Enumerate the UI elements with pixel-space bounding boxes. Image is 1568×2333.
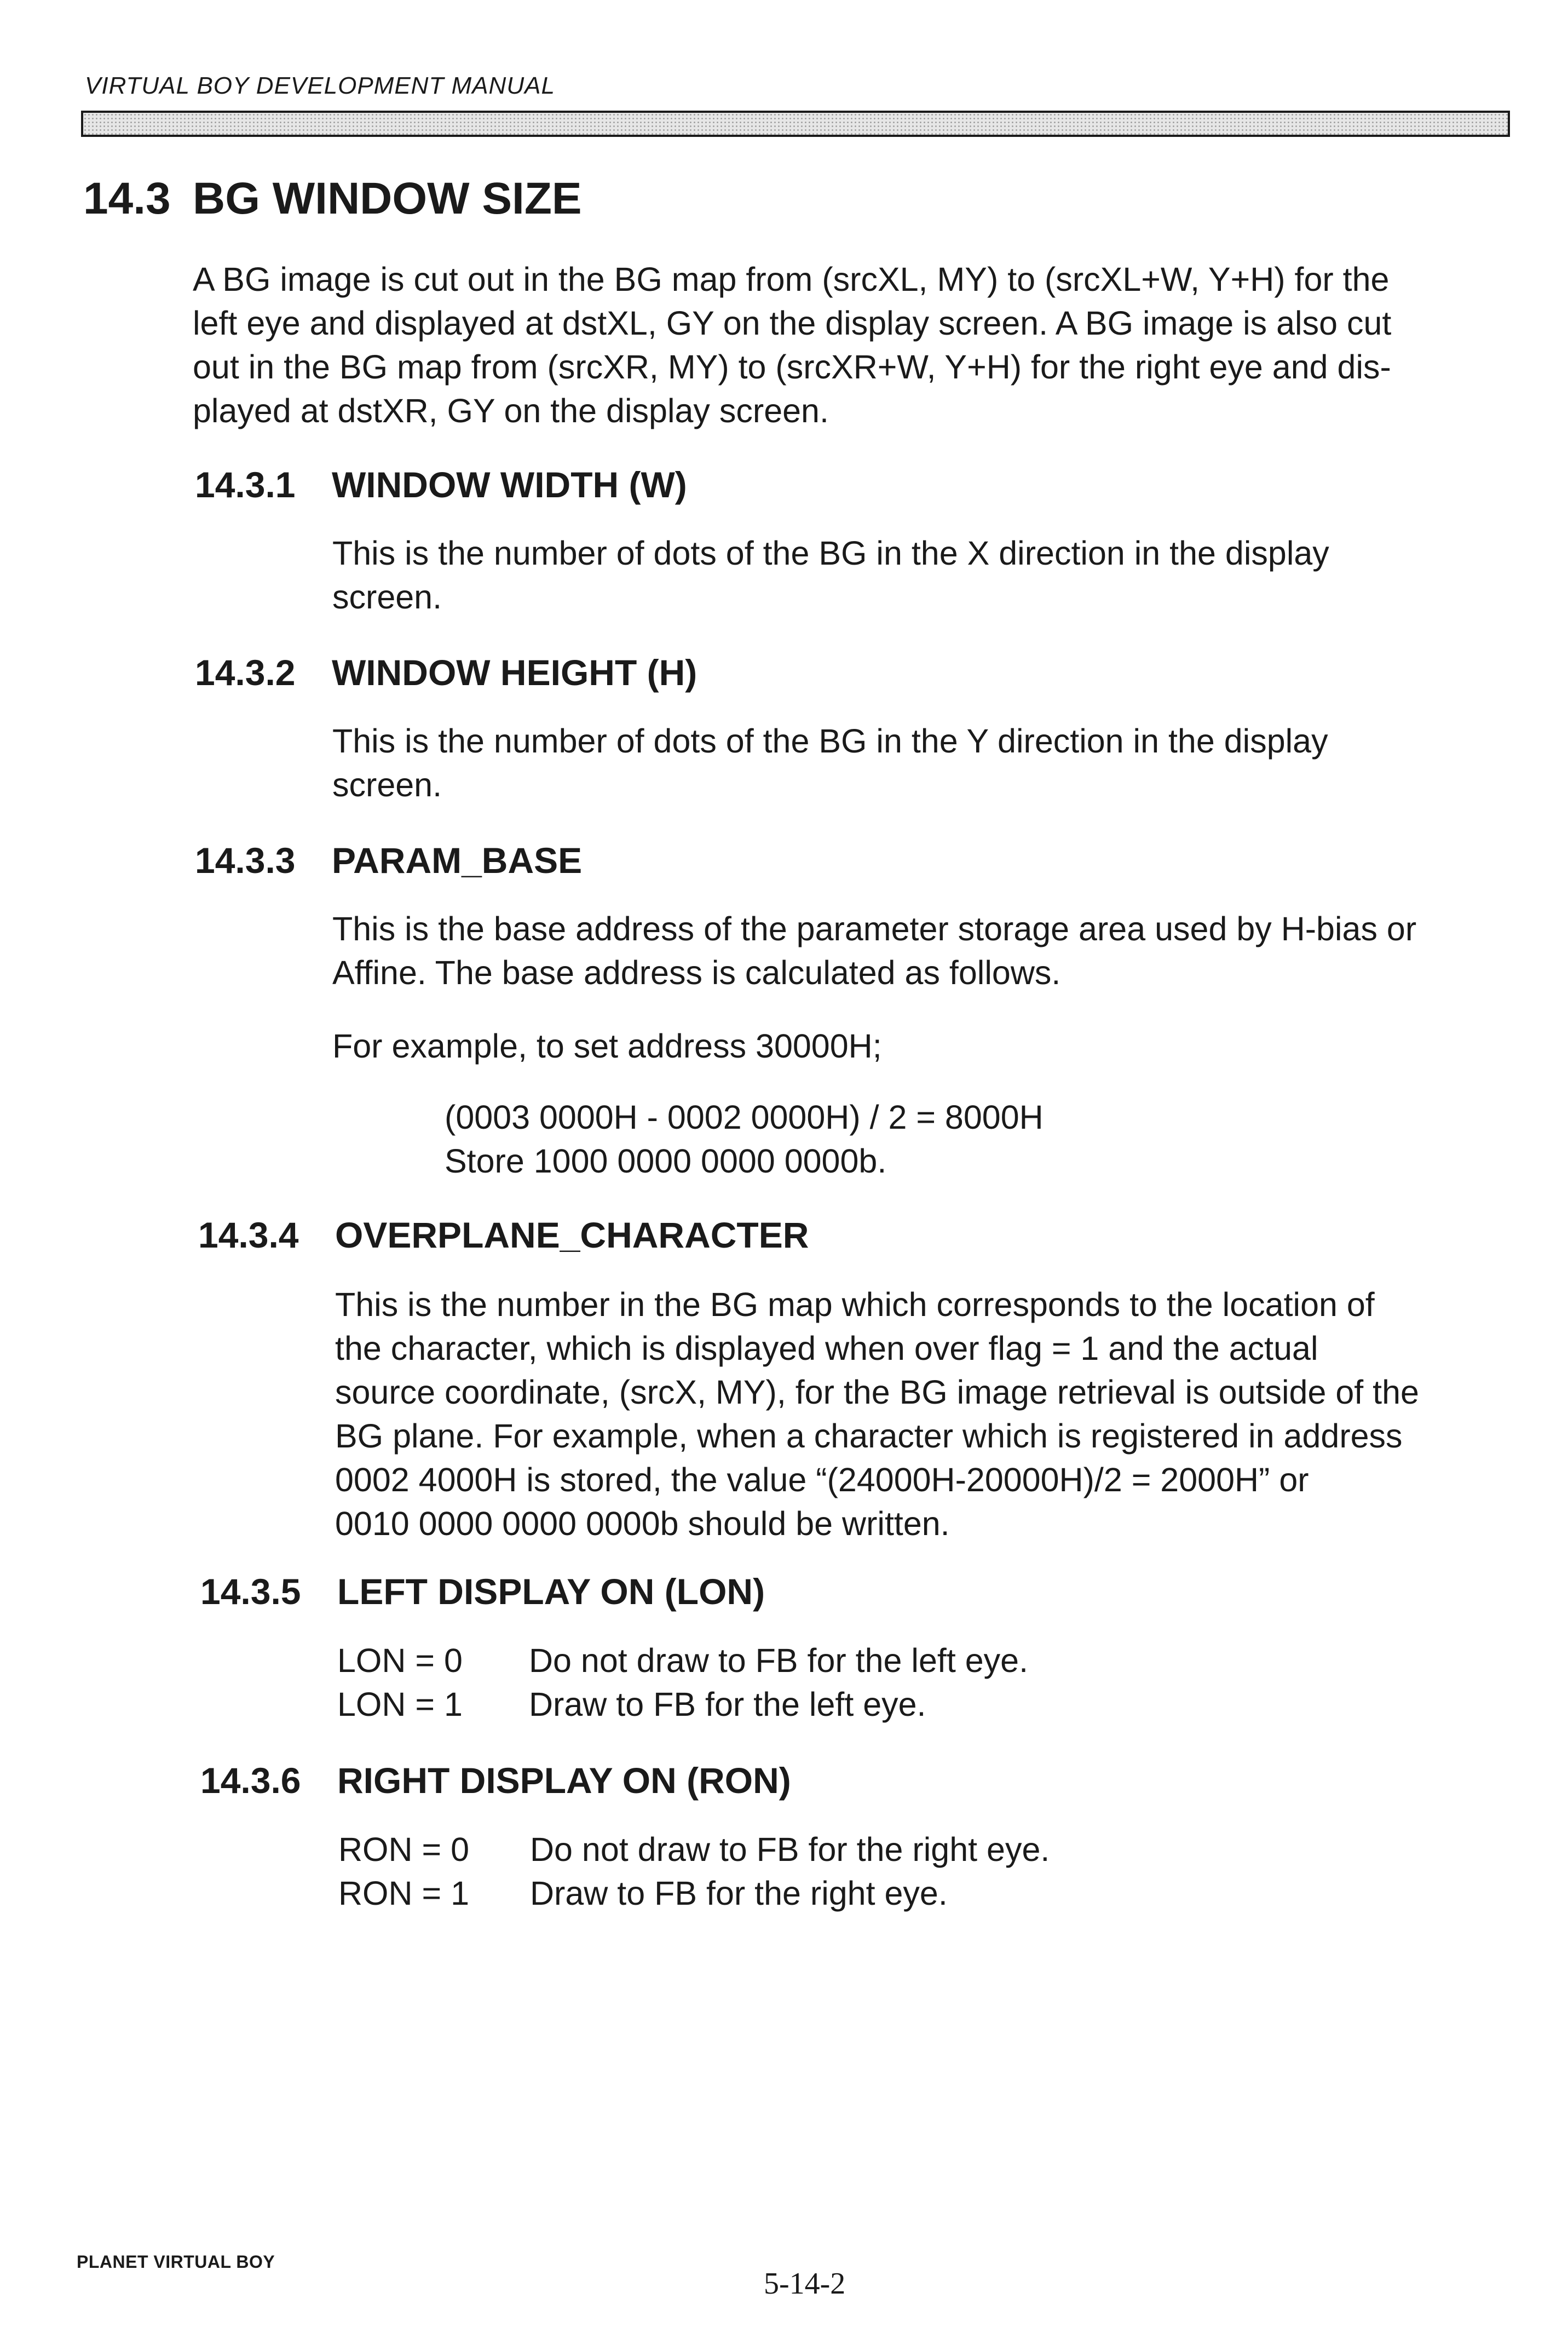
definition-term: LON = 0 — [337, 1642, 463, 1679]
subsection-title: WINDOW WIDTH (W) — [332, 464, 687, 505]
subsection-number: 14.3.4 — [198, 1215, 299, 1255]
subsection-heading-param-base — [195, 840, 583, 881]
paragraph-line: Affine. The base address is calculated as follows. — [332, 954, 1061, 991]
subsection-body-param-base — [332, 907, 1416, 995]
subsection-heading-right-display-on — [200, 1760, 791, 1801]
lon-definition-list — [337, 1639, 1028, 1726]
subsection-number: 14.3.3 — [195, 840, 296, 881]
section-number: 14.3 — [83, 174, 171, 223]
paragraph-line: This is the number of dots of the BG in the Y direction in the display — [332, 722, 1328, 760]
header-rule-bar — [81, 111, 1510, 137]
example-intro: For example, to set address 30000H; — [332, 1027, 882, 1065]
subsection-number: 14.3.6 — [200, 1760, 301, 1801]
definition-row — [338, 1871, 1050, 1915]
footer-publisher: PLANET VIRTUAL BOY — [77, 2252, 275, 2272]
paragraph-line: 0002 4000H is stored, the value “(24000H-20000H)/2 = 2000H” or — [335, 1461, 1309, 1498]
subsection-body-overplane-character — [335, 1283, 1419, 1545]
definition-row — [337, 1682, 1028, 1726]
running-header: VIRTUAL BOY DEVELOPMENT MANUAL — [85, 72, 555, 99]
definition-row — [337, 1639, 1028, 1682]
subsection-body-window-height — [332, 719, 1328, 807]
paragraph-line: out in the BG map from (srcXR, MY) to (srcXR+W, Y+H) for the right eye and dis- — [193, 348, 1391, 386]
paragraph-line: This is the number of dots of the BG in the X direction in the display — [332, 535, 1329, 572]
paragraph-line: This is the base address of the parameter storage area used by H-bias or — [332, 910, 1417, 947]
definition-term: LON = 1 — [337, 1686, 463, 1723]
section-intro-paragraph — [193, 257, 1391, 433]
example-calculation — [445, 1095, 1044, 1183]
subsection-body-window-width — [332, 531, 1329, 619]
paragraph-line: 0010 0000 0000 0000b should be written. — [335, 1505, 950, 1542]
paragraph-line: source coordinate, (srcX, MY), for the BG image retrieval is outside of the — [335, 1374, 1419, 1411]
definition-description: Draw to FB for the right eye. — [530, 1875, 948, 1912]
subsection-heading-overplane-character — [198, 1217, 809, 1253]
section-title: BG WINDOW SIZE — [193, 174, 582, 223]
calculation-line: (0003 0000H - 0002 0000H) / 2 = 8000H — [445, 1099, 1044, 1136]
paragraph-line: screen. — [332, 578, 442, 616]
definition-description: Draw to FB for the left eye. — [529, 1686, 926, 1723]
definition-description: Do not draw to FB for the right eye. — [530, 1831, 1050, 1868]
subsection-number: 14.3.2 — [195, 652, 296, 693]
paragraph-line: screen. — [332, 766, 442, 803]
paragraph-line: played at dstXR, GY on the display screen. — [193, 392, 829, 429]
definition-term: RON = 1 — [338, 1875, 469, 1912]
section-heading — [83, 176, 582, 221]
subsection-title: PARAM_BASE — [332, 840, 583, 881]
subsection-title: WINDOW HEIGHT (H) — [332, 652, 697, 693]
paragraph-line: left eye and displayed at dstXL, GY on the display screen. A BG image is also cut — [193, 304, 1392, 342]
paragraph-line: A BG image is cut out in the BG map from (srcXL, MY) to (srcXL+W, Y+H) for the — [193, 261, 1390, 298]
subsection-heading-left-display-on — [200, 1573, 765, 1610]
subsection-heading-window-width — [195, 464, 687, 505]
paragraph-line: the character, which is displayed when over flag = 1 and the actual — [335, 1330, 1318, 1367]
subsection-heading-window-height — [195, 654, 697, 691]
subsection-title: LEFT DISPLAY ON (LON) — [337, 1571, 765, 1612]
paragraph-line: BG plane. For example, when a character which is registered in address — [335, 1417, 1403, 1455]
paragraph-line: This is the number in the BG map which corresponds to the location of — [335, 1286, 1375, 1323]
subsection-number: 14.3.1 — [195, 464, 296, 505]
ron-definition-list — [338, 1828, 1050, 1915]
definition-row — [338, 1828, 1050, 1871]
subsection-title: RIGHT DISPLAY ON (RON) — [337, 1760, 791, 1801]
definition-term: RON = 0 — [338, 1831, 469, 1868]
definition-description: Do not draw to FB for the left eye. — [529, 1642, 1029, 1679]
subsection-title: OVERPLANE_CHARACTER — [335, 1215, 809, 1255]
subsection-number: 14.3.5 — [200, 1571, 301, 1612]
calculation-line: Store 1000 0000 0000 0000b. — [445, 1142, 887, 1180]
page-number: 5-14-2 — [764, 2267, 846, 2301]
